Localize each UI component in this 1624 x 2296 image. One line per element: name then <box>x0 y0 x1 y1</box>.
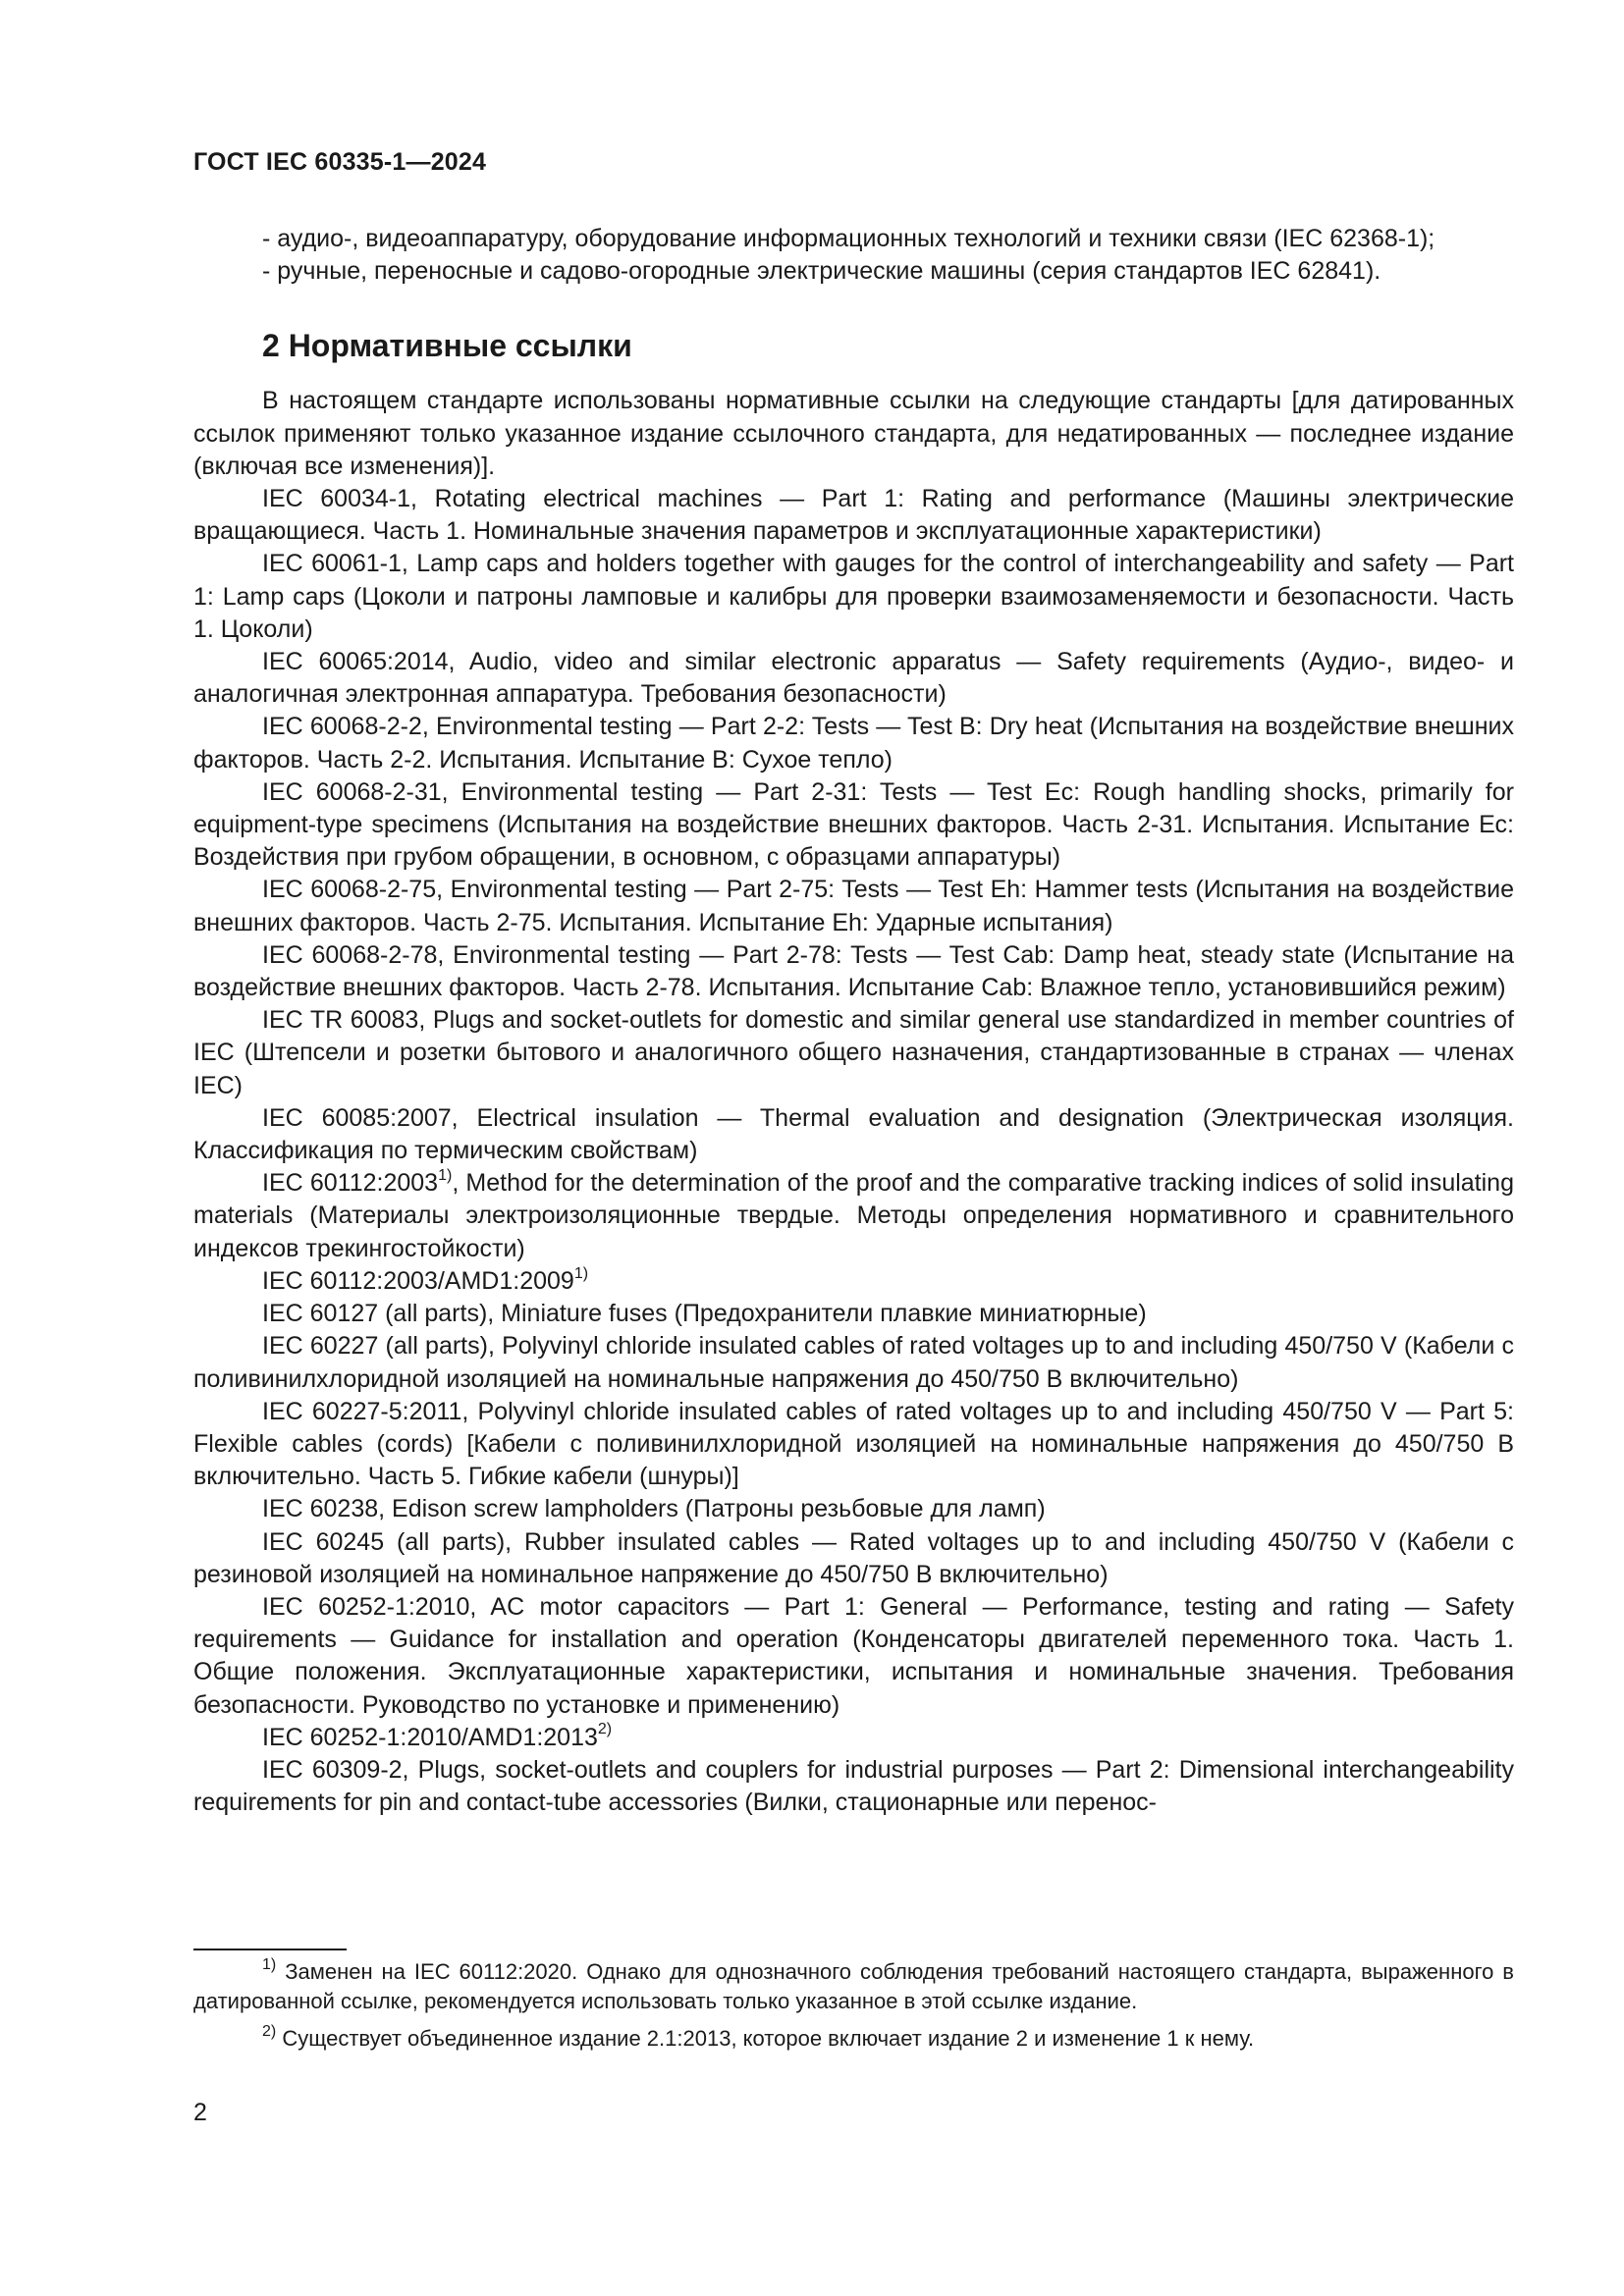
reference-item: IEC 60068-2-75, Environmental testing — Part 2-75: Tests — Test Eh: Hammer tests (Испытания на воздействие внешних факторов. Часть 2-75. Испытания. Испытание Eh: Ударные испытания) <box>193 876 1514 936</box>
footnote-mark: 2) <box>262 2022 277 2040</box>
reference-item: IEC 60245 (all parts), Rubber insulated cables — Rated voltages up to and including 450/750 V (Кабели с резиновой изоляцией на номинальное напряжение до 450/750 В включительно) <box>193 1527 1514 1588</box>
reference-item: IEC 60085:2007, Electrical insulation — Thermal evaluation and designation (Электрическая изоляция. Классификация по термическим свойствам) <box>193 1103 1514 1165</box>
reference-code: IEC 60112:2003/AMD1:2009 <box>262 1266 574 1295</box>
reference-item: IEC 60252-1:2010, AC motor capacitors — Part 1: General — Performance, testing and rating — Safety requirements — Guidance for installation and operation (Конденсаторы двигателей переменного тока. Часть 1. Общие положения. Эксплуатационные характеристики, испытания и номинальные значения. Требования безопасности. Руководство по установке и применению) <box>193 1592 1514 1719</box>
reference-item: IEC 60068-2-31, Environmental testing — Part 2-31: Tests — Test Ec: Rough handling shocks, primarily for equipment-type specimens (Испытания на воздействие внешних факторов. Часть 2-31. Испытания. Испытание Ес: Воздействия при грубом обращении, в основном, с образцами аппаратуры) <box>193 777 1514 872</box>
reference-item: IEC 60061-1, Lamp caps and holders together with gauges for the control of interchangeability and safety — Part 1: Lamp caps (Цоколи и патроны ламповые и калибры для проверки взаимозаменяемости и безопасности. Часть 1. Цоколи) <box>193 550 1514 643</box>
reference-item: IEC 60238, Edison screw lampholders (Патроны резьбовые для ламп) <box>262 1495 1046 1523</box>
footnote-separator <box>193 1949 347 1950</box>
intro-item: - ручные, переносные и садово-огородные электрические машины (серия стандартов IEC 62841). <box>262 257 1381 286</box>
footnote-marker: 1) <box>573 1264 589 1282</box>
reference-code: IEC 60252-1:2010/AMD1:2013 <box>262 1723 598 1751</box>
footnote-mark: 1) <box>262 1955 277 1973</box>
reference-code: IEC 60112:2003 <box>262 1169 439 1198</box>
reference-item: IEC 60068-2-78, Environmental testing — Part 2-78: Tests — Test Cab: Damp heat, steady state (Испытание на воздействие внешних факторов. Часть 2-78. Испытания. Испытание Cab: Влажное тепло, установившийся режим) <box>193 940 1514 1002</box>
reference-item: IEC 60127 (all parts), Miniature fuses (Предохранители плавкие миниатюрные) <box>262 1300 1147 1328</box>
reference-item <box>193 1167 1514 1265</box>
reference-text: , Method for the determination of the proof and the comparative tracking indices of solid insulating materials (Материалы электроизоляционные твердые. Методы определения нормативного и сравнительного индексов трекингостойкости) <box>193 1169 1514 1262</box>
reference-item: IEC 60068-2-2, Environmental testing — Part 2-2: Tests — Test B: Dry heat (Испытания на воздействие внешних факторов. Часть 2-2. Испытания. Испытание В: Сухое тепло) <box>193 713 1514 774</box>
footnote <box>193 2024 1514 2054</box>
reference-item <box>193 1265 1514 1298</box>
reference-item: IEC 60227-5:2011, Polyvinyl chloride insulated cables of rated voltages up to and including 450/750 V — Part 5: Flexible cables (cords) [Кабели с поливинилхлоридной изоляцией на номинальные напряжения до 450/750 В включительно. Часть 5. Гибкие кабели (шнуры)] <box>193 1397 1514 1491</box>
reference-item <box>193 1722 1514 1754</box>
reference-item: IEC 60065:2014, Audio, video and similar electronic apparatus — Safety requirements (Аудио-, видео- и аналогичная электронная аппаратура. Требования безопасности) <box>193 648 1514 709</box>
reference-item: IEC TR 60083, Plugs and socket-outlets for domestic and similar general use standardized in member countries of IEC (Штепсели и розетки бытового и аналогичного общего назначения, стандартизованные в странах — членах IEC) <box>193 1006 1514 1099</box>
footnote-text: Заменен на IEC 60112:2020. Однако для однозначного соблюдения требований настоящего стандарта, выраженного в датированной ссылке, рекомендуется использовать только указанное в этой ссылке издание. <box>193 1959 1514 2013</box>
footnote-marker: 1) <box>438 1166 453 1184</box>
section-intro: В настоящем стандарте использованы нормативные ссылки на следующие стандарты [для датированных ссылок применяют только указанное издание ссылочного стандарта, для недатированных — последнее издание (включая все изменения)]. <box>193 387 1514 480</box>
footnotes <box>193 1957 1514 2061</box>
reference-item: IEC 60034-1, Rotating electrical machines — Part 1: Rating and performance (Машины электрические вращающиеся. Часть 1. Номинальные значения параметров и эксплуатационные характеристики) <box>193 485 1514 546</box>
reference-item: IEC 60309-2, Plugs, socket-outlets and couplers for industrial purposes — Part 2: Dimensional interchangeability requirements for pin and contact-tube accessories (Вилки, стационарные или перенос- <box>193 1755 1514 1817</box>
footnote <box>193 1957 1514 2016</box>
footnote-text: Существует объединенное издание 2.1:2013, которое включает издание 2 и изменение 1 к нему. <box>276 2026 1255 2051</box>
intro-item: - аудио-, видеоаппаратуру, оборудование информационных технологий и техники связи (IEC 62368-1); <box>262 225 1435 252</box>
page-number: 2 <box>193 2099 207 2126</box>
page-content <box>193 223 1514 1819</box>
footnote-marker: 2) <box>597 1721 613 1738</box>
section-heading: 2 Нормативные ссылки <box>262 328 632 364</box>
document-code-header: ГОСТ IEC 60335-1—2024 <box>193 148 487 176</box>
reference-item: IEC 60227 (all parts), Polyvinyl chloride insulated cables of rated voltages up to and including 450/750 V (Кабели с поливинилхлоридной изоляцией на номинальные напряжения до 450/750 В включительно) <box>193 1332 1514 1393</box>
